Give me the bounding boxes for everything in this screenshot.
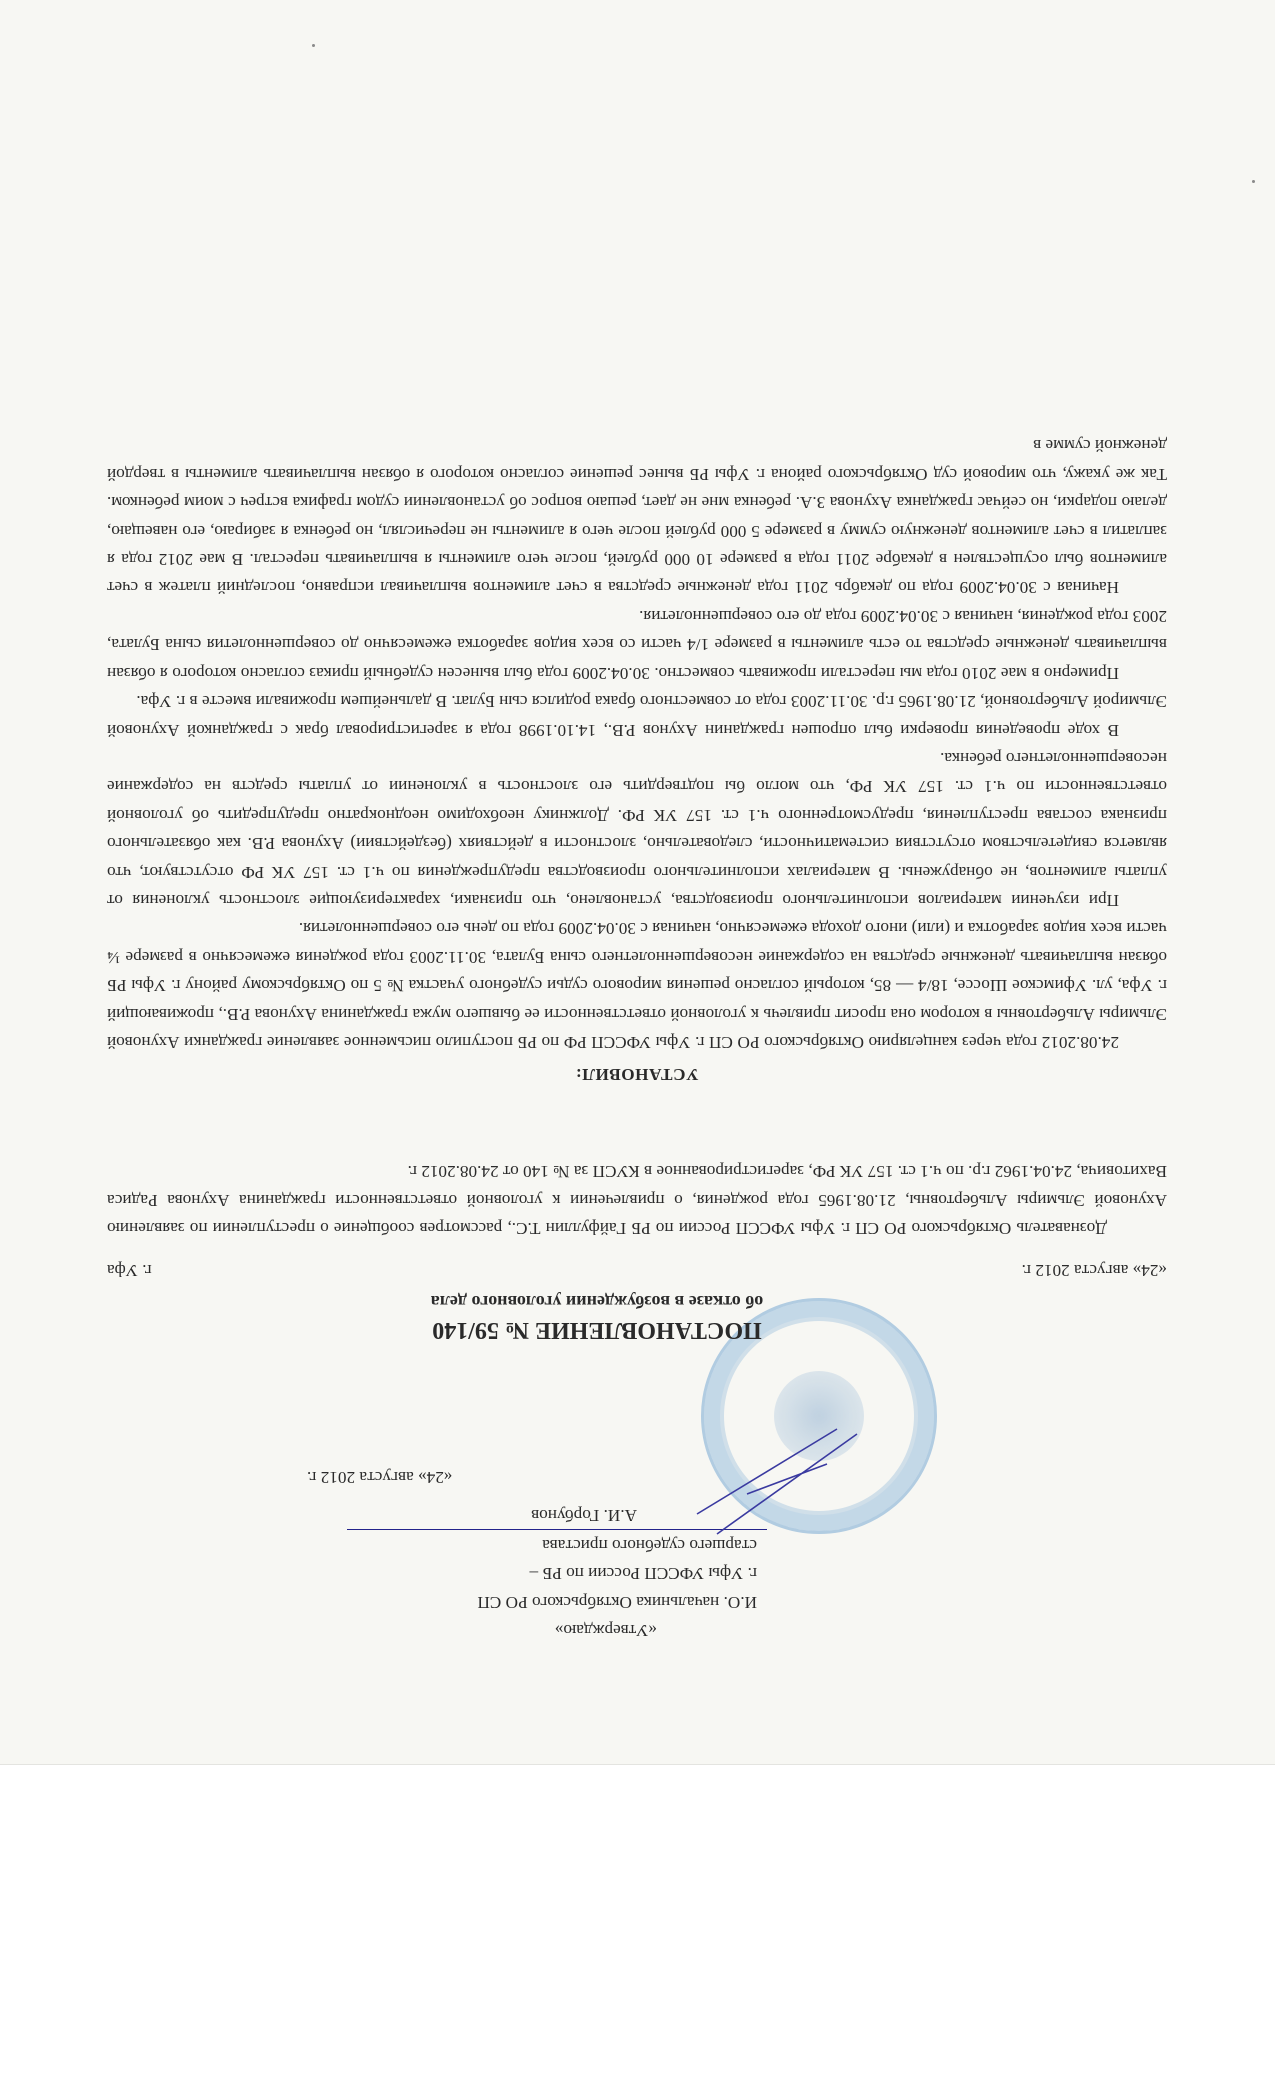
signature-scribble <box>667 1414 867 1554</box>
approval-line-3: старшего судебного пристава <box>542 1535 757 1555</box>
approval-date: «24» августа 2012 г. <box>307 1467 453 1487</box>
body-text <box>107 431 1167 1056</box>
document-title: ПОСТАНОВЛЕНИЕ № 59/140 <box>432 1317 762 1343</box>
body-paragraph: В ходе проведения проверки был опрошен гражданин Ахунов Р.В., 14.10.1998 года я зарегистрировал брак с гражданкой Ахуновой Эльмирой Альбертовной, 21.08.1965 г.р. 30.11.2003 года от совместного брака родился сын Булат. В дальнейшем проживали вместе в г. Уфа. <box>107 692 1167 740</box>
document-city: г. Уфа <box>107 1261 152 1280</box>
body-paragraph: Примерно в мае 2010 года мы перестали проживать совместно. 30.04.2009 года был вынесен судебный приказ согласно которого я обязан выплачивать денежные средства то есть алименты в размере 1/4 части со всех видов заработка ежемесячно до совершеннолетия сына Булата, 2003 года рождения, начиная с 30.04.2009 года до его совершеннолетия. <box>107 606 1167 683</box>
approval-line-1: И.О. начальника Октябрьского РО СП <box>477 1592 757 1612</box>
body-paragraph: Начиная с 30.04.2009 года по декабрь 2011 года денежные средства в счет алиментов выплачивал исправно, последний платеж в счет алиментов был осуществлен в декабре 2011 года в размере 10 000 рублей, после чего алименты я выплачивать перестал. В мае 2012 года я заплатил в счет алиментов денежную сумму в размере 5 000 рублей после чего я алименты не перечислял, но ребенка я забираю, его навещаю, делаю подарки, но сейчас гражданка Ахунова З.А. ребенка мне не дает, решаю вопрос об установлении судом графика встреч с моим ребенком. Так же укажу, что мировой суд Октябрьского района г. Уфы РБ вынес решение согласно которого я обязан выплачивать алименты в твердой денежной сумме в <box>107 436 1167 598</box>
section-heading-ustanovil: УСТАНОВИЛ: <box>575 1065 699 1084</box>
intro-paragraph: Дознаватель Октябрьского РО СП г. Уфы УФССП России по РБ Гайфуллин Т.С., рассмотрев сообщение о преступлении по заявлению Ахуновой Эльмиры Альбертовны, 21.08.1965 года рождения, о привлечении к уголовной ответственности гражданина Ахунова Радиса Вахитовича, 24.04.1962 г.р. по ч.1 ст. 157 УК РФ, зарегистрированное в КУСП за № 140 от 24.08.2012 г. <box>107 1162 1167 1238</box>
document-subtitle: об отказе в возбуждении уголовного дела <box>430 1291 764 1312</box>
body-paragraph: 24.08.2012 года через канцелярию Октябрьского РО СП г. Уфы УФССП РФ по РБ поступило письменное заявление гражданки Ахуновой Эльмиры Альбертовны в котором она просит привлечь к уголовной ответственности ее бывшего мужа гражданина Ахунова Р.В., проживающий г. Уфа, ул. Уфимское Шоссе, 18/4 — 85, который согласно решения мирового судьи судебного участка № 5 по Октябрьскому району г. Уфы РБ обязан выплачивать денежные средства на содержание несовершеннолетнего сына Булата, 30.11.2003 года рождения ежемесячно в размере ¼ части всех видов заработка и (или) иного дохода ежемесячно, начиная с 30.04.2009 года по день его совершеннолетия. <box>107 919 1167 1052</box>
approval-signer: А.И. Горбунов <box>531 1506 637 1526</box>
document-heading <box>257 1287 937 1344</box>
approval-header: «Утверждаю» <box>554 1621 657 1640</box>
body-paragraph: При изучении материалов исполнительного производства, установлено, что признаки, характеризующие злостность уклонения от уплаты алиментов, не обнаружены. В материалах исполнительного производства предупреждения по ч.1 ст. 157 УК РФ отсутствуют, что является свидетельством отсутствия систематичности, следовательно, злостности в действиях (бездействии) Ахунова Р.В. как обязательного признака состава преступления, предусмотренного ч.1 ст. 157 УК РФ. Должнику необходимо неоднократно предупредить об уголовной ответственности по ч.1 ст. 157 УК РФ, что могло бы подтвердить его злостность в уклонении от уплаты средств на содержание несовершеннолетнего ребенка. <box>107 748 1167 910</box>
document-date: «24» августа 2012 г. <box>1021 1261 1167 1280</box>
approval-line-2: г. Уфы УФССП России по РБ – <box>529 1564 757 1584</box>
